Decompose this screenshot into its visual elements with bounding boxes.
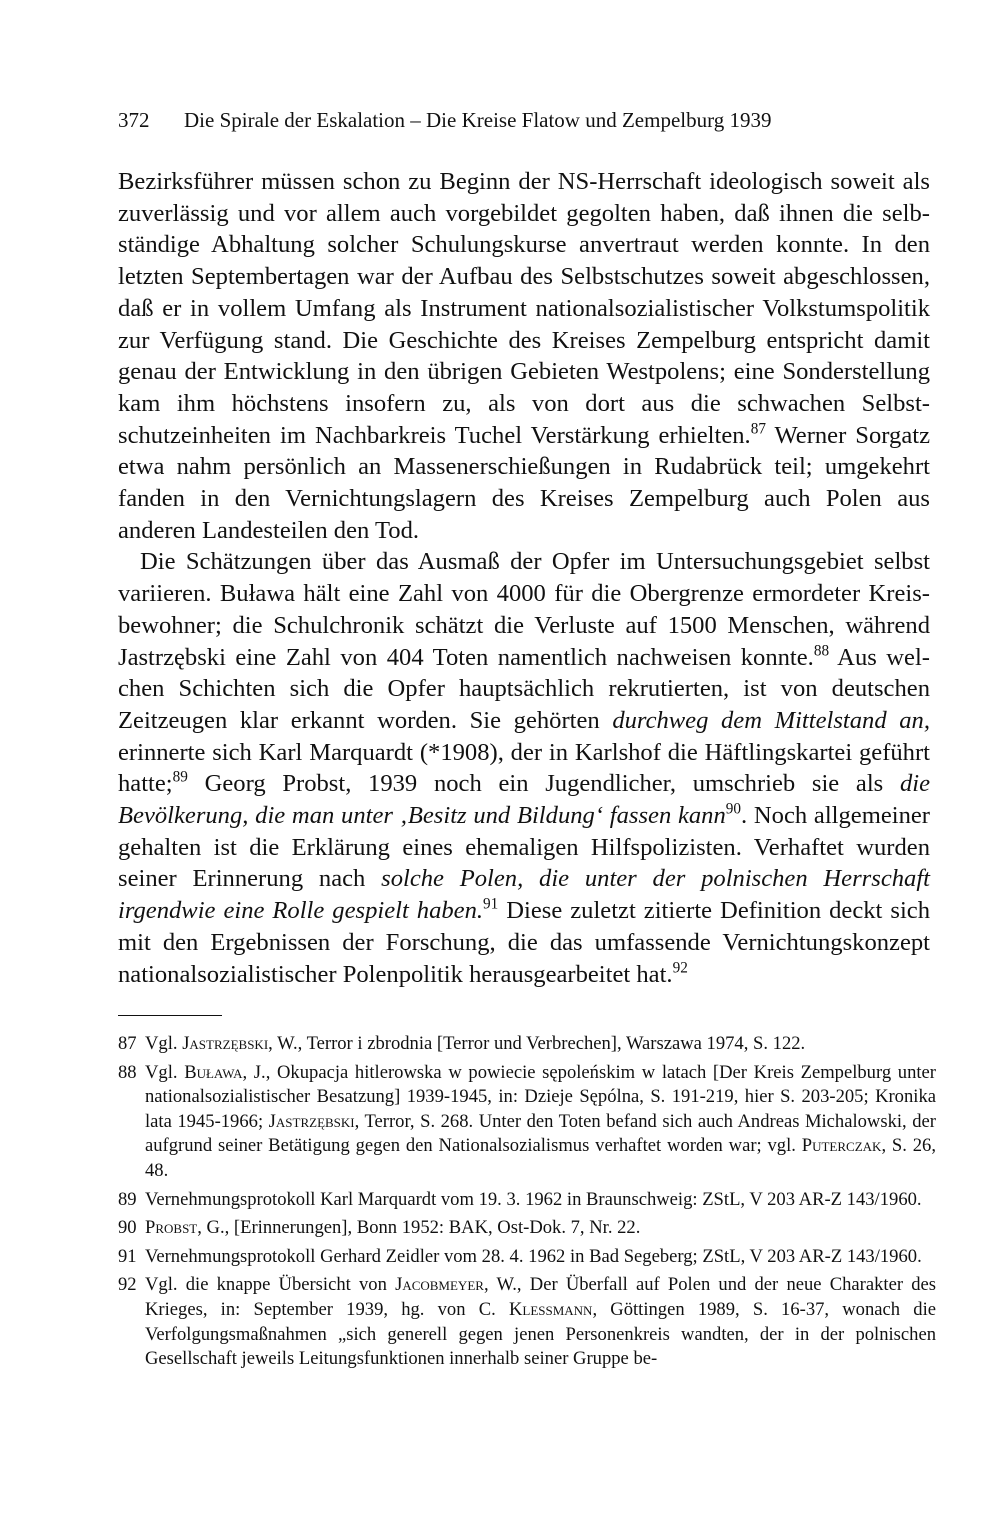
quote-italic: die Bevölkerung, die man unter ‚Besitz und Bildung‘ fassen kann — [118, 770, 930, 830]
footnote-text: Vgl. Buława, J., Okupacja hitlerowska w powiecie sępoleńskim w latach [Der Kreis Zempelburg unter nationalsozialistischer Besatzung] 1939-1945, in: Dzieje Sępólna, S. 191-219, hier S. 203-205; Kronika lata 1945-1966; Jastrzębski, Terror, S. 268. Unter den Toten befand sich auch Andreas Michalowski, der aufgrund seiner Betätigung gegen den Nationalsozialismus verhaftet worden war; vgl. Puterczak, S. 26, 48. — [145, 1061, 936, 1181]
footnote-ref-90[interactable]: 90 — [725, 800, 742, 818]
footnote-number: 87 — [118, 1033, 137, 1054]
quote-italic: durchweg dem Mittelstand an, — [612, 706, 930, 734]
footnote-ref-92[interactable]: 92 — [672, 959, 688, 977]
footnotes — [118, 1032, 936, 1376]
footnote — [118, 1245, 936, 1270]
body-text — [118, 166, 930, 990]
footnote-ref-89[interactable]: 89 — [172, 768, 188, 786]
footnote — [118, 1216, 936, 1241]
footnote-text: Probst, G., [Erinnerungen], Bonn 1952: BAK, Ost-Dok. 7, Nr. 22. — [145, 1217, 641, 1239]
running-title: Die Spirale der Eskalation – Die Kreise Flatow und Zempelburg 1939 — [184, 108, 772, 132]
footnote — [118, 1061, 936, 1184]
footnote-ref-91[interactable]: 91 — [483, 895, 499, 913]
footnote-text: Vernehmungsprotokoll Gerhard Zeidler vom 28. 4. 1962 in Bad Segeberg; ZStL, V 203 AR-Z 143/1960. — [145, 1245, 922, 1267]
page-number: 372 — [118, 108, 150, 132]
quote-italic: solche Polen, die unter der polnischen Herrschaft irgendwie eine Rolle gespielt haben. — [118, 865, 930, 925]
footnote-number: 91 — [118, 1245, 137, 1267]
running-header — [118, 106, 948, 134]
footnote-number: 88 — [118, 1061, 137, 1083]
paragraph-2: Die Schätzungen über das Ausmaß der Opfer im Untersuchungsgebiet selbst variieren. Buława hält eine Zahl von 4000 für die Obergrenze ermordeter Kreisbewohner; die Schulchronik schätzt die Verluste auf 1500 Menschen, während Jastrzębski eine Zahl von 404 Toten namentlich nachweisen konnte.$^{88}$ Aus welchen Schichten sich die Opfer hauptsächlich rekrutierten, ist von deutschen Zeitzeugen klar erkannt worden. Sie gehörten durchweg dem Mittelstand an, erinnerte sich Karl Marquardt (*1908), der in Karlshof die Häftlingskartei geführt hatte;$^{89}$ Georg Probst, 1939 noch ein Jugendlicher, umschrieb sie als die Bevölkerung, die man unter ‚Besitz und Bildung‘ fassen kann$^{90}$. Noch allgemeiner gehalten ist die Erklärung eines ehemaligen Hilfspolizisten. Verhaftet wurden seiner Erinnerung nach solche Polen, die unter der polnischen Herrschaft irgendwie eine Rolle gespielt haben.$^{91}$ Diese zuletzt zitierte Definition deckt sich mit den Ergebnissen der Forschung, die das umfassende Vernichtungskonzept nationalsozialistischer Polenpolitik herausgearbeitet hat.$^{92}$ — [118, 548, 930, 988]
footnote — [118, 1273, 936, 1371]
footnote — [118, 1188, 936, 1213]
footnote-ref-88[interactable]: 88 — [813, 642, 830, 660]
footnote-text: Vernehmungsprotokoll Karl Marquardt vom 19. 3. 1962 in Braunschweig: ZStL, V 203 AR-Z 143/1960. — [145, 1188, 922, 1210]
footnote-text: Vgl. Jastrzębski, W., Terror i zbrodnia [Terror und Verbrechen], Warszawa 1974, S. 122. — [145, 1033, 806, 1054]
footnote-number: 90 — [118, 1217, 137, 1239]
footnote — [118, 1032, 936, 1057]
footnote-divider — [118, 1015, 222, 1016]
footnote-number: 89 — [118, 1188, 137, 1210]
paragraph-1: Bezirksführer müssen schon zu Beginn der NS-Herrschaft ideologisch soweit als zuverlässig und vor allem auch vorgebildet gegolten haben, daß ihnen die selbständige Abhaltung solcher Schulungskurse anvertraut werden konnte. In den letzten Septembertagen war der Aufbau des Selbstschutzes soweit abgeschlossen, daß er in vollem Umfang als Instrument nationalsozialistischer Volkstumspolitik zur Verfügung stand. Die Geschichte des Kreises Zempelburg entspricht damit genau der Entwicklung in den übrigen Gebieten Westpolens; eine Sonderstellung kam ihm höchstens insofern zu, als von dort aus die schwachen Selbstschutzeinheiten im Nachbarkreis Tuchel Verstärkung erhielten.$^{87}$ Werner Sorgatz etwa nahm persönlich an Massenerschießungen in Rudabrück teil; umgekehrt fanden in den Vernichtungslagern des Kreises Zempelburg auch Polen aus anderen Landesteilen den Tod. — [118, 168, 930, 544]
footnote-text: Vgl. die knappe Übersicht von Jacobmeyer, W., Der Überfall auf Polen und der neue Charakter des Krieges, in: September 1939, hg. von C. Klessmann, Göttingen 1989, S. 16-37, wonach die Verfolgungsmaßnahmen „sich generell gegen jenen Personenkreis wandten, der in der polnischen Gesellschaft jeweils Leitungsfunktionen innerhalb seiner Gruppe be- — [145, 1274, 937, 1370]
footnote-ref-87[interactable]: 87 — [750, 420, 766, 438]
footnote-number: 92 — [118, 1274, 137, 1296]
